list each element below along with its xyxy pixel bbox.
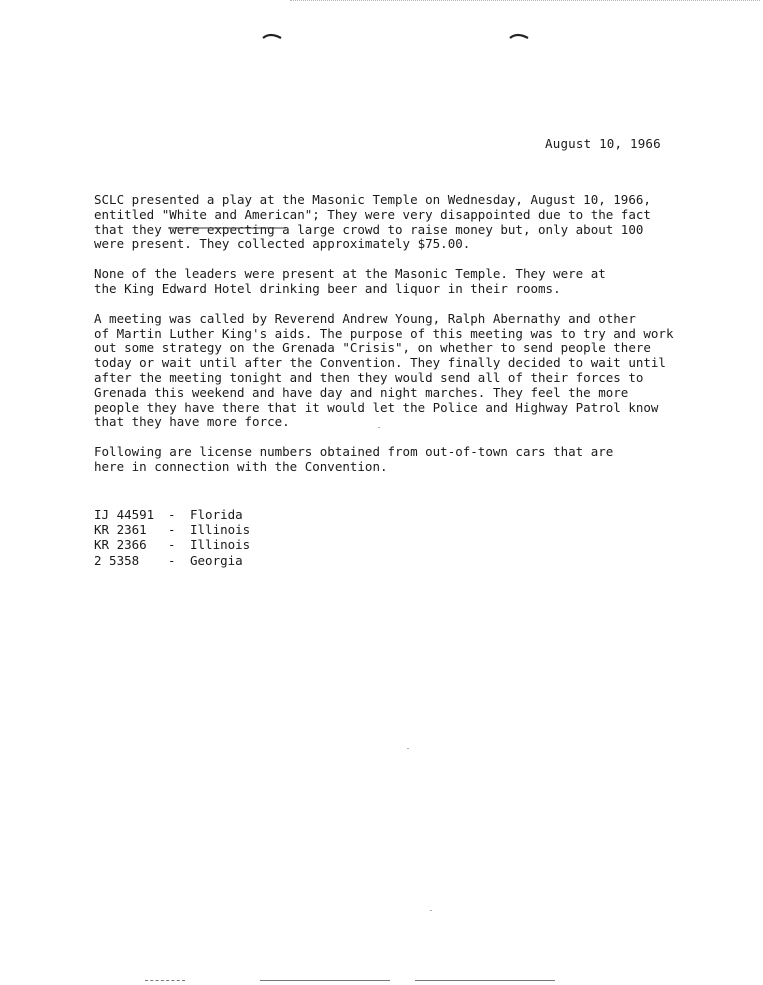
license-plate-row — [94, 537, 280, 552]
plate-separator: - — [168, 537, 176, 553]
punch-mark-right-icon — [509, 32, 529, 40]
license-plate-row — [94, 553, 280, 568]
paragraph-license-intro: Following are license numbers obtained from out-of-town cars that are here in connection with the Convention. — [94, 444, 614, 474]
license-plate-list — [94, 507, 280, 568]
plate-separator: - — [168, 507, 176, 522]
paragraph-play: SCLC presented a play at the Masonic Temple on Wednesday, August 10, 1966, entitled "White and American"; They were very disappointed due to the fact that they were expecting a large crowd to raise money but, only about 100 were present. They collected approximately $75.00. — [94, 192, 651, 252]
top-dotted-edge — [290, 0, 760, 1]
license-plate-row — [94, 507, 280, 522]
scan-speck — [430, 910, 432, 911]
document-body — [94, 193, 694, 490]
license-plate-row — [94, 522, 280, 537]
plate-state: Florida — [190, 507, 243, 522]
plate-number: KR 2361 — [94, 522, 147, 538]
paragraph-meeting: A meeting was called by Reverend Andrew Young, Ralph Abernathy and other of Martin Luther King's aids. The purpose of this meeting was to try and work out some strategy on the Grenada "Crisis", on whether to send people there today or wait until after the Convention. They finally decided to wait until after the meeting tonight and then they would send all of their forces to Grenada this weekend and have day and night marches. They feel the more people they have there that it would let the Police and Highway Patrol know that they have more force. — [94, 310, 674, 430]
plate-separator: - — [168, 552, 176, 568]
bottom-scan-line — [415, 980, 555, 981]
punch-mark-left-icon — [262, 32, 282, 40]
plate-state: Georgia — [190, 552, 243, 568]
bottom-scan-line — [260, 980, 390, 981]
scan-speck — [407, 748, 409, 749]
plate-state: Illinois — [190, 537, 251, 553]
paragraph-leaders: None of the leaders were present at the Masonic Temple. They were at the King Edward Hotel drinking beer and liquor in their rooms. — [94, 266, 606, 296]
plate-number: IJ 44591 — [94, 507, 155, 522]
plate-state: Illinois — [190, 522, 251, 538]
bottom-scan-line — [145, 980, 185, 981]
scan-speck — [378, 427, 380, 428]
plate-number: 2 5358 — [94, 552, 140, 568]
handwritten-underline — [168, 225, 288, 231]
plate-number: KR 2366 — [94, 537, 147, 553]
plate-separator: - — [168, 522, 176, 538]
document-date: August 10, 1966 — [545, 136, 661, 151]
